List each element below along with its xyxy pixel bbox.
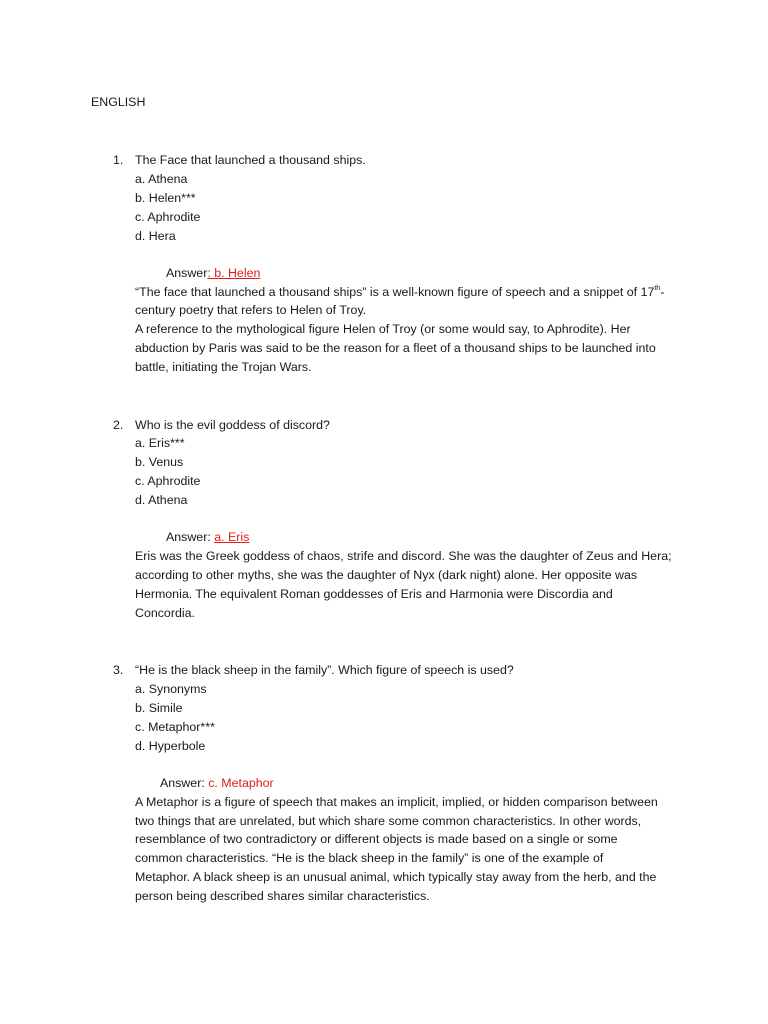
explanation-line: battle, initiating the Trojan Wars. [135,360,312,374]
explanation-line: A reference to the mythological figure Helen of Troy (or some would say, to Aphrodite). Her [135,322,631,336]
option-d: d. Athena [135,493,188,507]
option-a: a. Athena [135,172,188,186]
explanation-text: - [660,285,665,299]
option-a: a. Synonyms [135,682,207,696]
option-a: a. Eris*** [135,436,185,450]
question-text: The Face that launched a thousand ships. [135,153,366,167]
question-text: Who is the evil goddess of discord? [135,418,330,432]
answer-value: c. Metaphor [208,776,274,790]
explanation-line: A Metaphor is a figure of speech that makes an implicit, implied, or hidden comparison between [135,795,658,809]
option-c: c. Aphrodite [135,210,201,224]
explanation-line: Concordia. [135,606,195,620]
question-number: 3. [113,663,124,677]
option-c: c. Aphrodite [135,474,201,488]
explanation-line: Hermonia. The equivalent Roman goddesses of Eris and Harmonia were Discordia and [135,587,613,601]
option-d: d. Hera [135,229,176,243]
question-number: 1. [113,153,124,167]
question-number: 2. [113,418,124,432]
explanation-line: two things that are unrelated, but which share some common characteristics. In other words, [135,814,642,828]
answer-line [166,528,249,547]
answer-line [166,264,260,283]
explanation-line: resemblance of two contradictory or different objects is made based on a single or some [135,832,618,846]
answer-value: : b. Helen [207,266,261,280]
option-c: c. Metaphor*** [135,720,215,734]
explanation-line: abduction by Paris was said to be the reason for a fleet of a thousand ships to be launched into [135,341,656,355]
explanation-line: century poetry that refers to Helen of Troy. [135,303,367,317]
answer-value: a. Eris [214,530,250,544]
question-text: “He is the black sheep in the family”. Which figure of speech is used? [135,663,514,677]
answer-label: Answer: [166,530,215,544]
option-b: b. Helen*** [135,191,196,205]
option-b: b. Simile [135,701,183,715]
superscript: th [654,285,661,292]
answer-label: Answer: [160,776,209,790]
option-d: d. Hyperbole [135,739,206,753]
explanation-line: according to other myths, she was the daughter of Nyx (dark night) alone. Her opposite was [135,568,638,582]
document-heading: ENGLISH [91,95,146,109]
answer-line [160,774,274,793]
explanation-line: person being described shares similar characteristics. [135,889,430,903]
explanation-text: “The face that launched a thousand ships” is a well-known figure of speech and a snippet of 17 [135,285,655,299]
explanation-line [135,283,664,302]
explanation-line: common characteristics. “He is the black sheep in the family” is one of the example of [135,851,604,865]
explanation-line: Metaphor. A black sheep is an unusual animal, which typically stay away from the herb, and the [135,870,657,884]
option-b: b. Venus [135,455,184,469]
explanation-line: Eris was the Greek goddess of chaos, strife and discord. She was the daughter of Zeus and Hera; [135,549,672,563]
answer-label: Answer [166,266,208,280]
